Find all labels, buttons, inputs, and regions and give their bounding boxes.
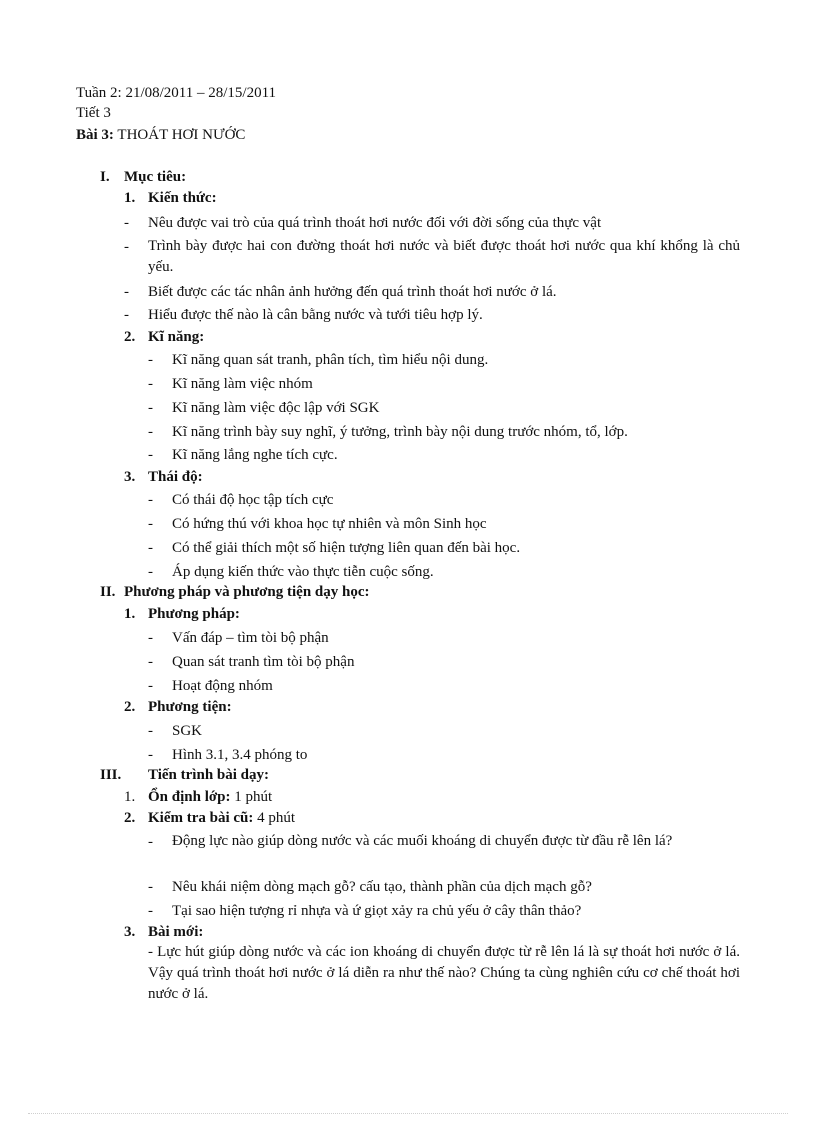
list-dash: -	[148, 747, 153, 763]
week-line: Tuần 2: 21/08/2011 – 28/15/2011	[76, 85, 277, 101]
review-question-1: Động lực nào giúp dòng nước và các muối khoáng di chuyển được từ đầu rễ lên lá?	[172, 833, 673, 849]
review-question-2: Nêu khái niệm dòng mạch gỗ? cấu tạo, thành phần của dịch mạch gỗ?	[172, 879, 592, 895]
lesson-title: THOÁT HƠI NƯỚC	[117, 127, 246, 143]
new-lesson-paragraph: - Lực hút giúp dòng nước và các ion khoáng di chuyển được từ rễ lên lá là sự thoát hơi nước ở lá. Vậy quá trình thoát hơi nước ở lá diễn ra như thế nào? Chúng ta cùng nghiên cứu cơ chế thoát hơi nước ở lá.	[148, 944, 740, 1002]
skills-item-4: Kĩ năng trình bày suy nghĩ, ý tưởng, trình bày nội dung trước nhóm, tổ, lớp.	[172, 424, 628, 440]
list-dash: -	[124, 307, 129, 323]
means-title: Phương tiện:	[148, 699, 232, 715]
knowledge-number: 1.	[124, 190, 136, 206]
period-line: Tiết 3	[76, 105, 111, 121]
class-order-time: 1 phút	[234, 789, 273, 805]
means-number: 2.	[124, 699, 136, 715]
attitude-number: 3.	[124, 469, 136, 485]
class-order-number: 1.	[124, 789, 136, 805]
list-dash: -	[148, 540, 153, 556]
list-dash: -	[148, 630, 153, 646]
review-number: 2.	[124, 810, 136, 826]
attitude-item-2: Có hứng thú với khoa học tự nhiên và môn Sinh học	[172, 516, 487, 532]
review-time: 4 phút	[257, 810, 296, 826]
methods-number: 1.	[124, 606, 136, 622]
list-dash: -	[148, 834, 153, 850]
section-3-title: Tiến trình bài dạy:	[148, 767, 270, 783]
methods-item-2: Quan sát tranh tìm tòi bộ phận	[172, 654, 355, 670]
list-dash: -	[148, 352, 153, 368]
list-dash: -	[148, 678, 153, 694]
knowledge-item-2: Trình bày được hai con đường thoát hơi nước và biết được thoát hơi nước qua khí khổng là chủ yếu.	[148, 238, 740, 275]
class-order-line	[148, 787, 272, 807]
knowledge-item-1: Nêu được vai trò của quá trình thoát hơi nước đối với đời sống của thực vật	[148, 215, 602, 231]
knowledge-item-4: Hiểu được thế nào là cân bằng nước và tưới tiêu hợp lý.	[148, 307, 483, 323]
new-lesson-number: 3.	[124, 924, 136, 940]
skills-number: 2.	[124, 329, 136, 345]
lesson-title-line	[76, 125, 245, 145]
attitude-title: Thái độ:	[148, 469, 203, 485]
list-dash: -	[148, 400, 153, 416]
review-line	[148, 808, 295, 828]
list-dash: -	[148, 376, 153, 392]
section-2-title: Phương pháp và phương tiện dạy học:	[124, 584, 370, 600]
list-dash: -	[148, 492, 153, 508]
list-dash: -	[124, 239, 129, 255]
attitude-item-4: Áp dụng kiến thức vào thực tiễn cuộc sống.	[172, 564, 434, 580]
section-3-numeral: III.	[100, 767, 122, 783]
new-lesson-title: Bài mới:	[148, 924, 204, 940]
attitude-item-3: Có thể giải thích một số hiện tượng liên quan đến bài học.	[172, 540, 521, 556]
skills-item-2: Kĩ năng làm việc nhóm	[172, 376, 313, 392]
class-order-title: Ổn định lớp:	[148, 789, 231, 805]
list-dash: -	[148, 447, 153, 463]
means-item-1: SGK	[172, 723, 203, 739]
review-question-3: Tại sao hiện tượng rỉ nhựa và ứ giọt xảy ra chủ yếu ở cây thân thảo?	[172, 903, 582, 919]
methods-title: Phương pháp:	[148, 606, 240, 622]
list-dash: -	[124, 215, 129, 231]
list-dash: -	[148, 564, 153, 580]
page-bottom-rule	[28, 1113, 788, 1114]
means-item-2: Hình 3.1, 3.4 phóng to	[172, 747, 308, 763]
skills-item-3: Kĩ năng làm việc độc lập với SGK	[172, 400, 380, 416]
list-dash: -	[148, 516, 153, 532]
knowledge-item-3: Biết được các tác nhân ảnh hưởng đến quá trình thoát hơi nước ở lá.	[148, 284, 557, 300]
list-dash: -	[148, 424, 153, 440]
review-title: Kiểm tra bài cũ:	[148, 810, 254, 826]
attitude-item-1: Có thái độ học tập tích cực	[172, 492, 334, 508]
list-dash: -	[148, 903, 153, 919]
list-dash: -	[148, 654, 153, 670]
section-2-numeral: II.	[100, 584, 116, 600]
section-1-title: Mục tiêu:	[124, 169, 187, 185]
list-dash: -	[124, 284, 129, 300]
methods-item-3: Hoạt động nhóm	[172, 678, 273, 694]
skills-item-1: Kĩ năng quan sát tranh, phân tích, tìm hiểu nội dung.	[172, 352, 489, 368]
section-1-numeral: I.	[100, 169, 110, 185]
list-dash: -	[148, 879, 153, 895]
skills-item-5: Kĩ năng lắng nghe tích cực.	[172, 447, 338, 463]
knowledge-title: Kiến thức:	[148, 190, 217, 206]
skills-title: Kĩ năng:	[148, 329, 205, 345]
list-dash: -	[148, 723, 153, 739]
methods-item-1: Vấn đáp – tìm tòi bộ phận	[172, 630, 329, 646]
lesson-label: Bài 3:	[76, 127, 114, 143]
